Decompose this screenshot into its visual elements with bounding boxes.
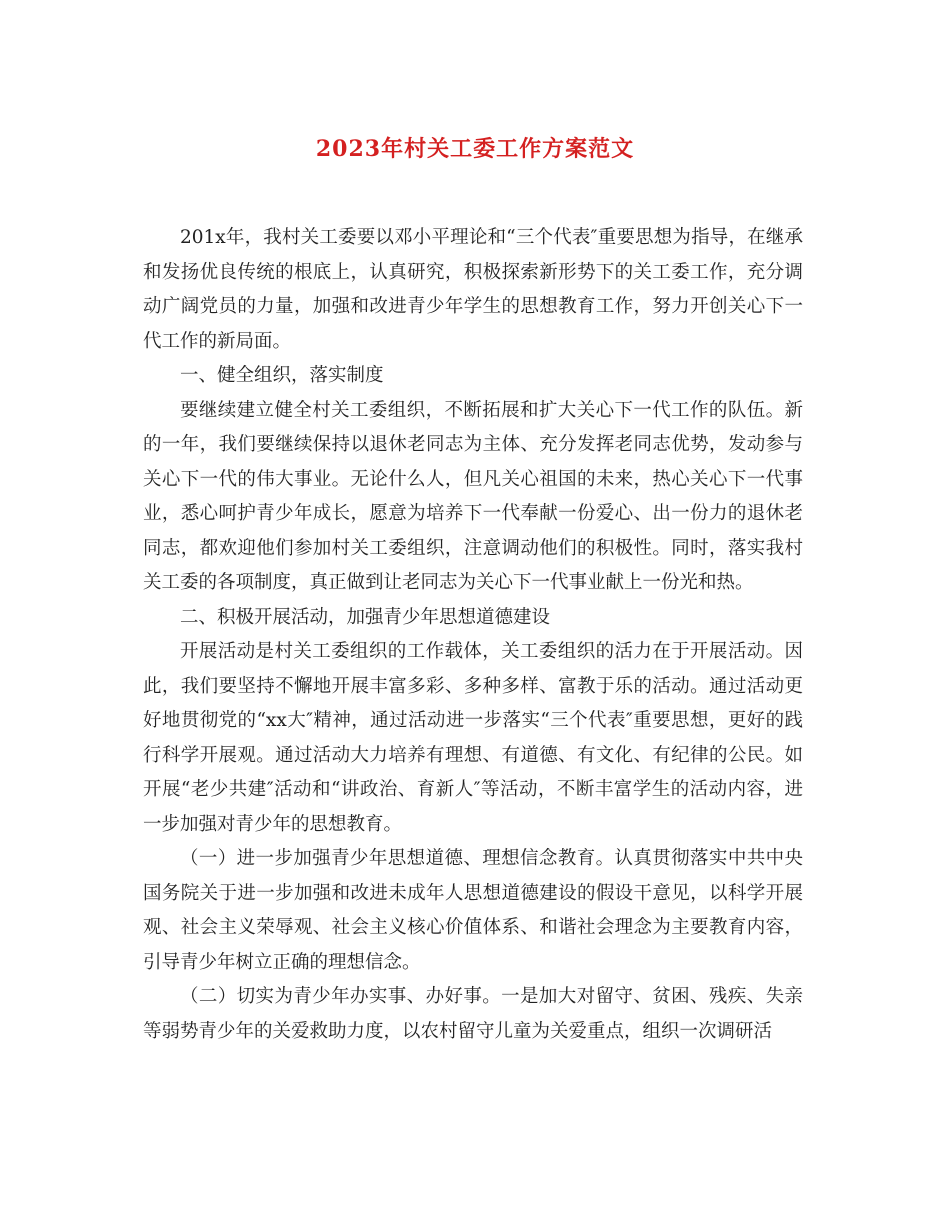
document-body xyxy=(143,221,803,1049)
section-2-paragraph: 开展活动是村关工委组织的工作载体，关工委组织的活力在于开展活动。因此，我们要坚持不懈地开展丰富多彩、多种多样、富教于乐的活动。通过活动更好地贯彻党的“xx大″精神，通过活动进一步落实“三个代表″重要思想，更好的践行科学开展观。通过活动大力培养有理想、有道德、有文化、有纪律的公民。如开展“老少共建″活动和“讲政治、育新人″等活动，不断丰富学生的活动内容，进一步加强对青少年的思想教育。 xyxy=(143,641,803,835)
document-title: 2023年村关工委工作方案范文 xyxy=(315,136,635,162)
subsection-2-paragraph: （二）切实为青少年办实事、办好事。一是加大对留守、贫困、残疾、失亲等弱势青少年的关爱救助力度，以农村留守儿童为关爱重点，组织一次调研活 xyxy=(143,986,803,1042)
subsection-1-paragraph: （一）进一步加强青少年思想道德、理想信念教育。认真贯彻落实中共中央国务院关于进一步加强和改进未成年人思想道德建设的假设干意见，以科学开展观、社会主义荣辱观、社会主义核心价值体系、和谐社会理念为主要教育内容，引导青少年树立正确的理想信念。 xyxy=(143,848,803,973)
section-heading-1: 一、健全组织，落实制度 xyxy=(180,365,384,386)
section-1-paragraph: 要继续建立健全村关工委组织，不断拓展和扩大关心下一代工作的队伍。新的一年，我们要继续保持以退休老同志为主体、充分发挥老同志优势，发动参与关心下一代的伟大事业。无论什么人，但凡关心祖国的未来，热心关心下一代事业，悉心呵护青少年成长，愿意为培养下一代奉献一份爱心、出一份力的退休老同志，都欢迎他们参加村关工委组织，注意调动他们的积极性。同时，落实我村关工委的各项制度，真正做到让老同志为关心下一代事业献上一份光和热。 xyxy=(143,399,803,593)
intro-paragraph: 201x年，我村关工委要以邓小平理论和“三个代表″重要思想为指导，在继承和发扬优良传统的根底上，认真研究，积极探索新形势下的关工委工作，充分调动广阔党员的力量，加强和改进青少年学生的思想教育工作，努力开创关心下一代工作的新局面。 xyxy=(143,227,803,352)
section-heading-2: 二、积极开展活动，加强青少年思想道德建设 xyxy=(180,606,551,628)
